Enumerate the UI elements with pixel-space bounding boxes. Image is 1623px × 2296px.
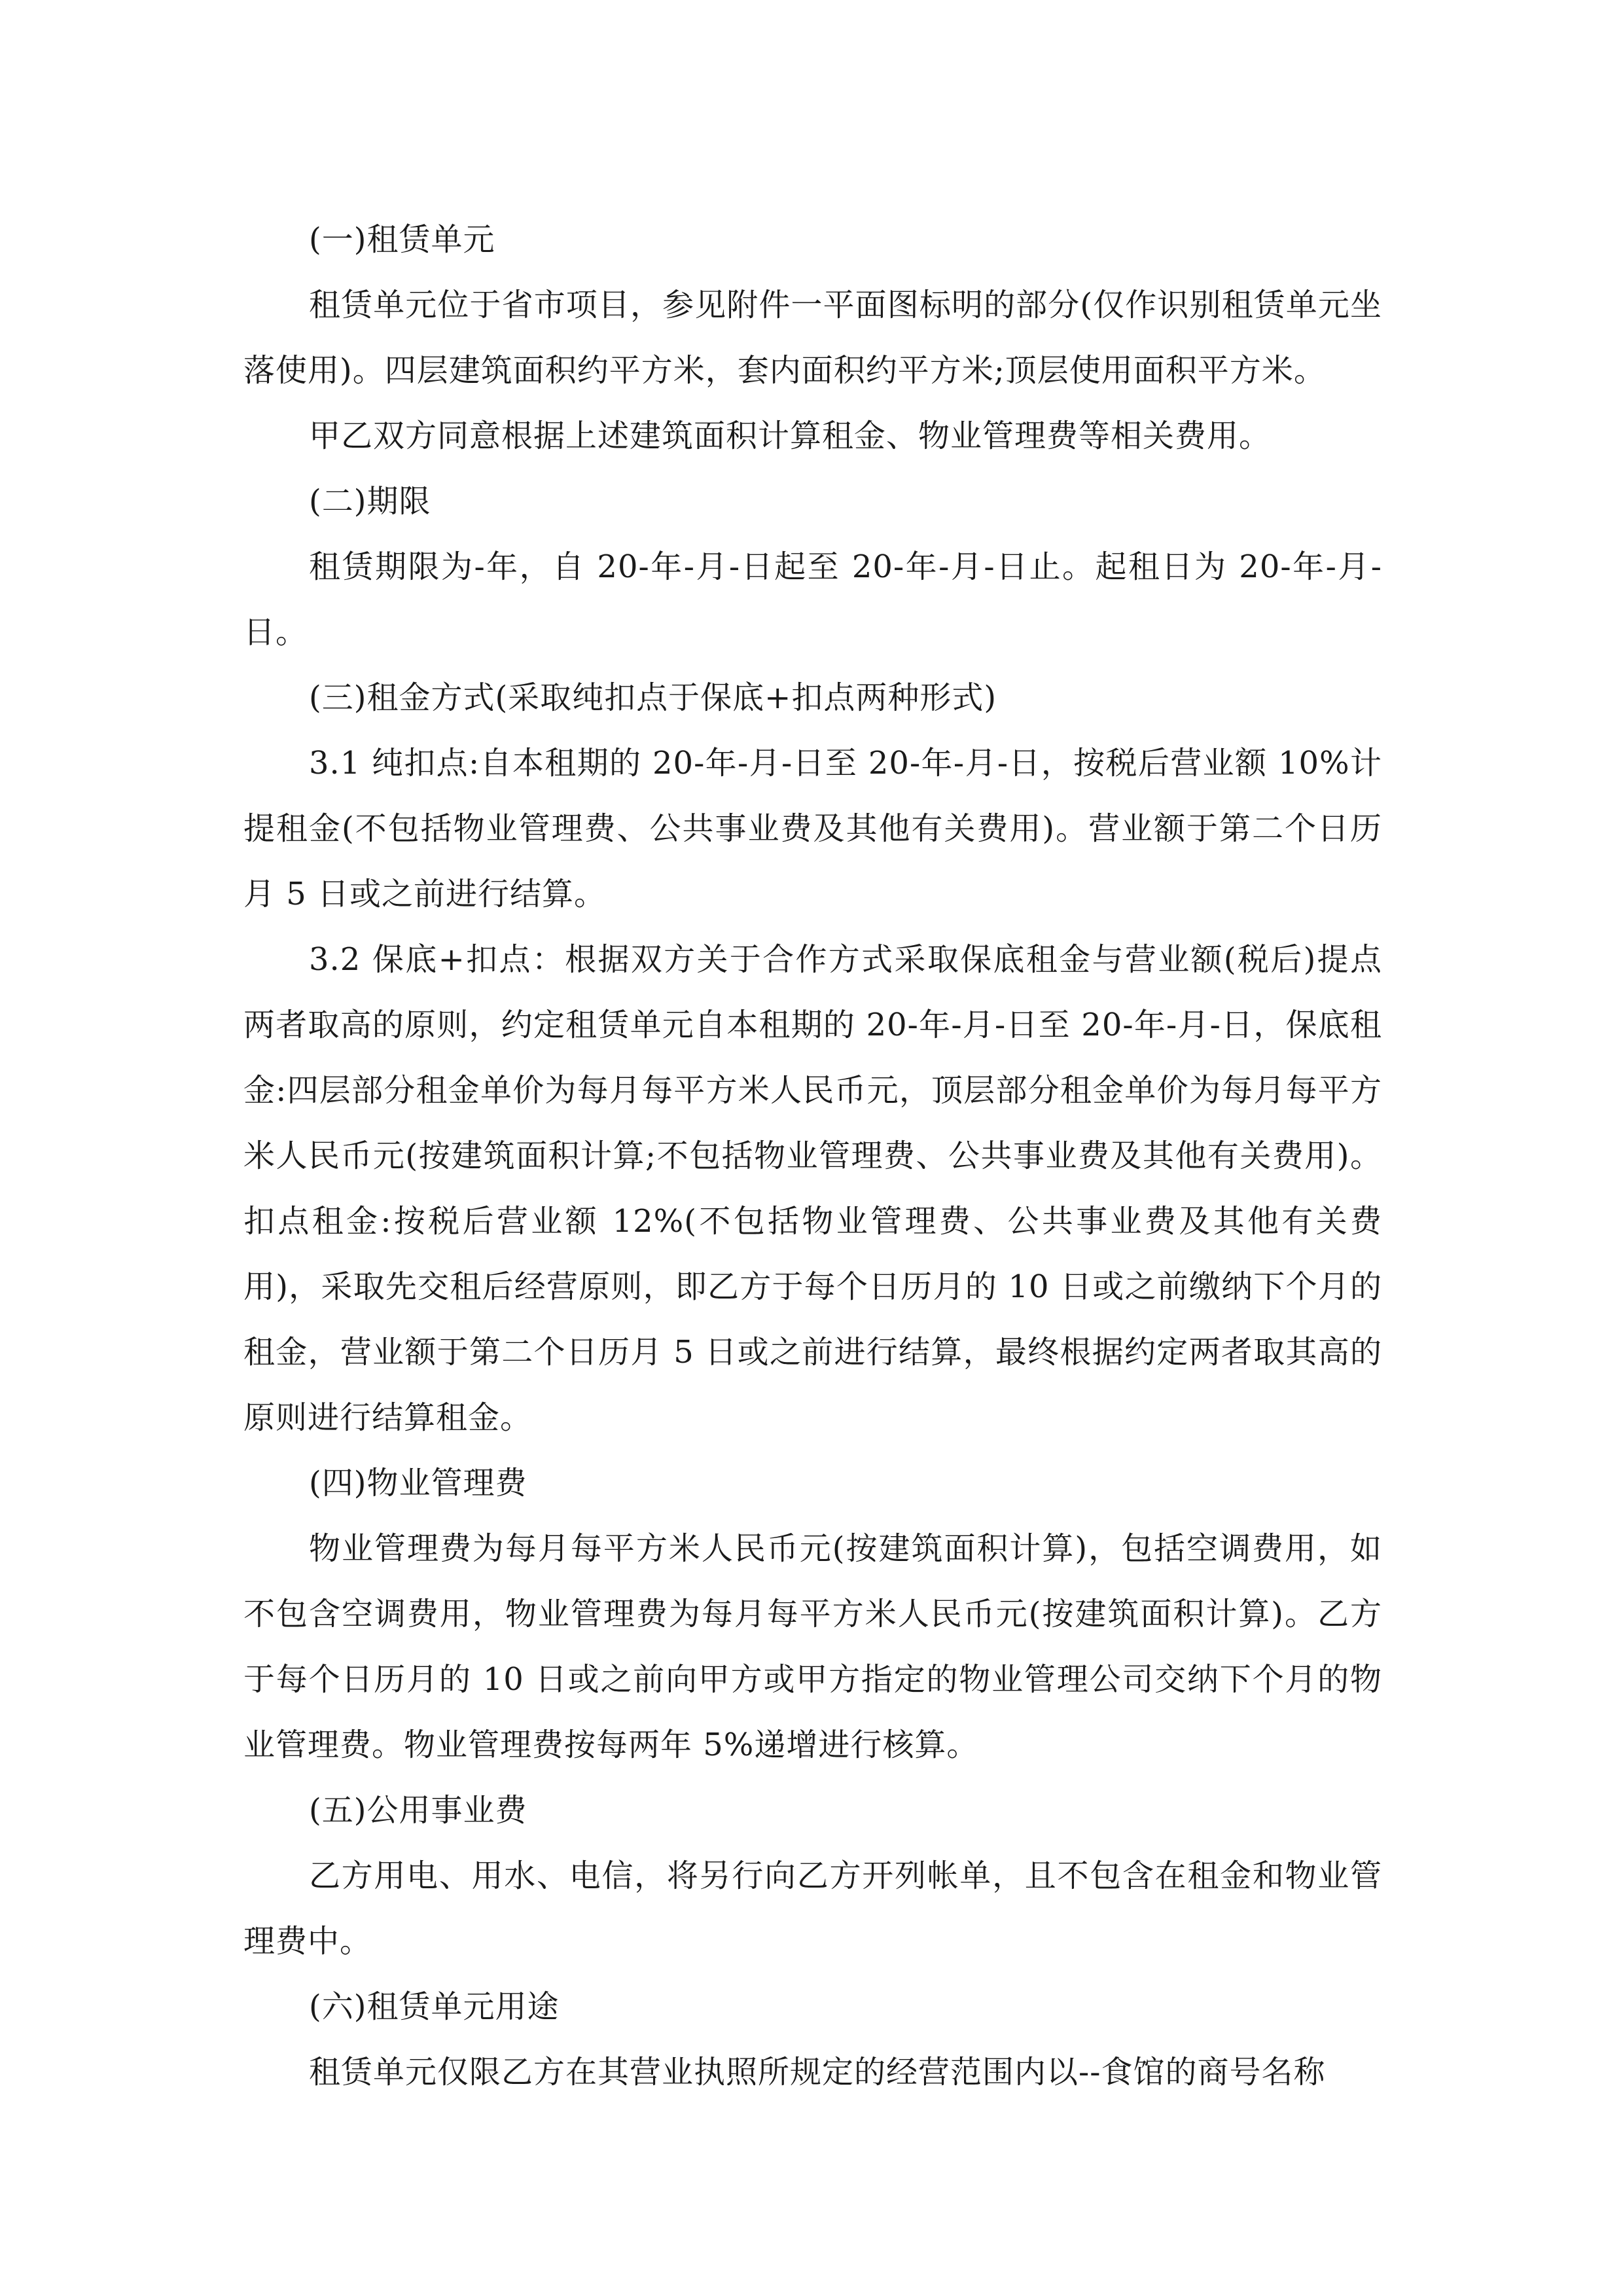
section-heading-term: (二)期限 [309, 483, 431, 520]
section-heading-utilities: (五)公用事业费 [309, 1792, 527, 1829]
paragraph-property-fee: 物业管理费为每月每平方米人民币元(按建筑面积计算)，包括空调费用，如不包含空调费用，物业管理费为每月每平方米人民币元(按建筑面积计算)。乙方于每个日历月的 10 日或之前向甲方或甲方指定的物业管理公司交纳下个月的物业管理费。物业管理费按每两年 5%递增进行核算。 [243, 1530, 1382, 1763]
document-body [243, 207, 1382, 2105]
paragraph-minimum-plus-commission: 3.2 保底+扣点：根据双方关于合作方式采取保底租金与营业额(税后)提点两者取高的原则，约定租赁单元自本租期的 20-年-月-日至 20-年-月-日，保底租金:四层部分租金单价为每月每平方米人民币元，顶层部分租金单价为每月每平方米人民币元(按建筑面积计算;不包括物业管理费、公共事业费及其他有关费用)。扣点租金:按税后营业额 12%(不包括物业管理费、公共事业费及其他有关费用)，采取先交租后经营原则，即乙方于每个日历月的 10 日或之前缴纳下个月的租金，营业额于第二个日历月 5 日或之前进行结算，最终根据约定两者取其高的原则进行结算租金。 [243, 941, 1382, 1436]
paragraph-usage: 租赁单元仅限乙方在其营业执照所规定的经营范围内以--食馆的商号名称 [309, 2054, 1326, 2090]
paragraph-utilities: 乙方用电、用水、电信，将另行向乙方开列帐单，且不包含在租金和物业管理费中。 [243, 1857, 1382, 1960]
paragraph-term: 租赁期限为-年，自 20-年-月-日起至 20-年-月-日止。起租日为 20-年-月-日。 [243, 548, 1382, 651]
section-heading-usage: (六)租赁单元用途 [309, 1988, 560, 2025]
paragraph-lease-unit-location: 租赁单元位于省市项目，参见附件一平面图标明的部分(仅作识别租赁单元坐落使用)。四层建筑面积约平方米，套内面积约平方米;顶层使用面积平方米。 [243, 287, 1382, 389]
section-heading-lease-unit: (一)租赁单元 [309, 221, 495, 258]
section-heading-rent-method: (三)租金方式(采取纯扣点于保底+扣点两种形式) [309, 679, 997, 716]
section-heading-property-fee: (四)物业管理费 [309, 1465, 527, 1501]
paragraph-pure-commission: 3.1 纯扣点:自本租期的 20-年-月-日至 20-年-月-日，按税后营业额 10%计提租金(不包括物业管理费、公共事业费及其他有关费用)。营业额于第二个日历月 5 日或之前进行结算。 [243, 745, 1382, 912]
paragraph-area-basis: 甲乙双方同意根据上述建筑面积计算租金、物业管理费等相关费用。 [309, 418, 1272, 454]
